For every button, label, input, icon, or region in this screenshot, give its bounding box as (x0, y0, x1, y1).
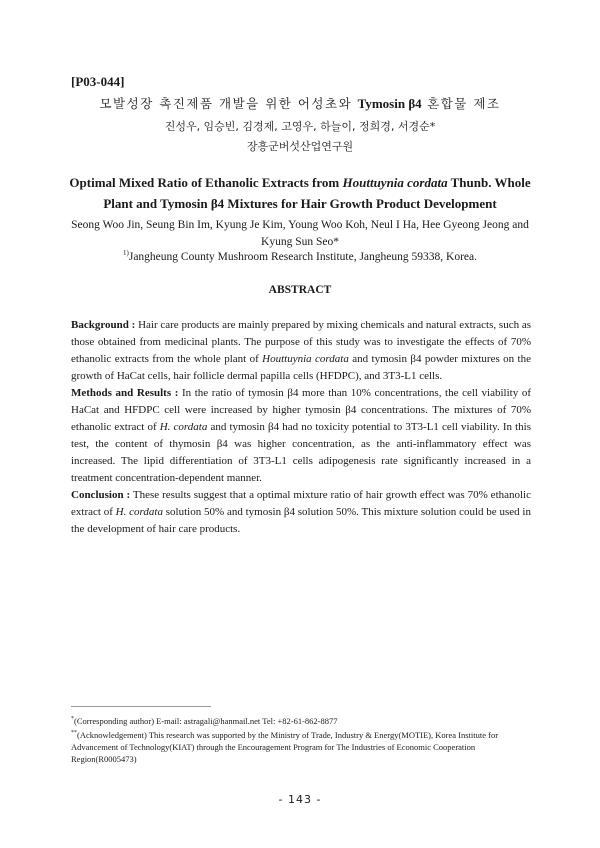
affiliation-marker: 1) (123, 249, 129, 257)
abstract-body (71, 317, 531, 538)
english-authors: Seong Woo Jin, Seung Bin Im, Kyung Je Kim, Young Woo Koh, Neul I Ha, Hee Gyeong Jeong and Kyung Sun Seo* (71, 219, 529, 248)
footnote-divider (71, 706, 211, 707)
english-affiliation (40, 249, 560, 263)
conclusion-text-2: solution 50% and tymosin β4 solution 50%. This mixture solution could be used in the development of hair care products. (71, 506, 531, 535)
background-species: Houttuynia cordata (262, 353, 349, 365)
methods-text-2: and tymosin β4 had no toxicity potential to 3T3-L1 cell viability. In this test, the content of thymosin β4 was higher concentration, as the anti-inflammatory effect was increased. The lipid differentiation of 3T3-L1 cells adipogenesis rate significantly increased in a treatment concentration-dependent manner. (71, 421, 531, 484)
korean-affiliation: 장흥군버섯산업연구원 (246, 140, 354, 153)
korean-title (0, 94, 600, 112)
conclusion-label: Conclusion : (71, 489, 131, 501)
footnote-corresponding (71, 713, 531, 727)
korean-title-bold: Tymosin β4 (357, 96, 422, 111)
footnote-marker-2: ** (71, 729, 77, 736)
footnote-acknowledgement (71, 727, 531, 765)
background-text-1: Hair care products are mainly prepared by mixing chemicals and natural extracts, such as those obtained from medicinal plants. The purpose of this study was to investigate the effects of 70% ethanolic extracts from the whole plant of (71, 319, 531, 365)
korean-title-text: 모발성장 촉진제품 개발을 위한 어성초와 (99, 96, 358, 111)
abstract-background (71, 317, 531, 385)
methods-species: H. cordata (159, 421, 208, 433)
english-title (60, 172, 540, 214)
english-title-part1: Optimal Mixed Ratio of Ethanolic Extracts from (69, 175, 343, 190)
conclusion-species: H. cordata (115, 506, 163, 518)
affiliation-text: Jangheung County Mushroom Research Institute, Jangheung 59338, Korea. (128, 250, 477, 263)
abstract-conclusion (71, 487, 531, 538)
footnote-text-2: (Acknowledgement) This research was supported by the Ministry of Trade, Industry & Energy(MOTIE), Korea Institute for Advancement of Technology(KIAT) through the Encouragement Program for The Industries of Economic Cooperation Region(R0005473) (71, 729, 499, 764)
background-label: Background : (71, 319, 136, 331)
conclusion-text-1: These results suggest that a optimal mixture ratio of hair growth effect was 70% ethanolic extract of (71, 489, 531, 518)
english-title-part2: Thunb. Whole Plant and Tymosin β4 Mixtures for Hair Growth Product Development (103, 175, 531, 211)
methods-label: Methods and Results : (71, 387, 179, 399)
abstract-heading: ABSTRACT (268, 284, 332, 296)
footnote-text-1: (Corresponding author) E-mail: astragali@hanmail.net Tel: +82-61-862-8877 (74, 715, 338, 726)
paper-code: [P03-044] (71, 74, 125, 89)
footnote-marker-1: * (71, 716, 74, 722)
methods-text-1: In the ratio of tymosin β4 more than 10% concentrations, the cell viability of HaCat and HFDPC cell were increased by higher tymosin β4 concentrations. The mixtures of 70% ethanolic extract of (71, 387, 531, 433)
english-title-species: Houttuynia cordata (342, 175, 448, 190)
footnotes (71, 713, 531, 765)
abstract-methods (71, 385, 531, 487)
korean-authors: 진성우, 임승빈, 김경제, 고영우, 하늘이, 정희경, 서경순* (164, 120, 436, 133)
background-text-2: and tymosin β4 powder mixtures on the growth of HaCat cells, hair follicle dermal papilla cells (HFDPC), and 3T3-L1 cells. (71, 353, 531, 382)
korean-title-tail: 혼합물 제조 (421, 96, 501, 111)
page-number: - 143 - (278, 793, 322, 806)
